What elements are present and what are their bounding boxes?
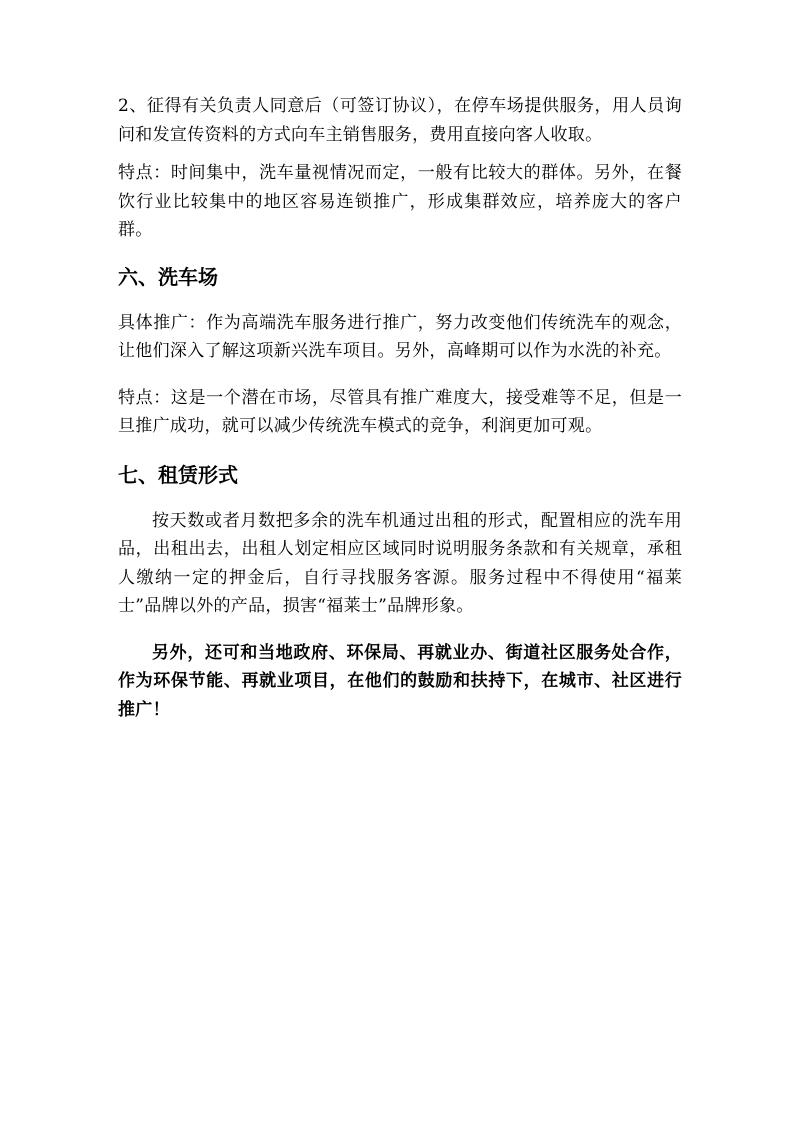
section-heading-car-wash: 六、洗车场 [118,264,218,289]
paragraph-leasing-details: 按天数或者月数把多余的洗车机通过出租的形式，配置相应的洗车用品，出租出去，出租人划定相应区域同时说明服务条款和有关规章，承租人缴纳一定的押金后，自行寻找服务客源。服务过程中不得使用“福莱士”品牌以外的产品，损害“福莱士”品牌形象。 [118,510,682,616]
document-body [118,92,682,742]
section-heading-leasing: 七、租赁形式 [118,462,238,487]
paragraph-government-cooperation: 另外，还可和当地政府、环保局、再就业办、街道社区服务处合作，作为环保节能、再就业项目，在他们的鼓励和扶持下，在城市、社区进行推广！ [118,642,682,720]
paragraph-parking-service: 2、征得有关负责人同意后（可签订协议），在停车场提供服务，用人员询问和发宣传资料的方式向车主销售服务，费用直接向客人收取。 [118,96,682,145]
paragraph-car-wash-promotion: 具体推广：作为高端洗车服务进行推广，努力改变他们传统洗车的观念，让他们深入了解这项新兴洗车项目。另外，高峰期可以作为水洗的补充。 [118,312,682,361]
paragraph-parking-features: 特点：时间集中，洗车量视情况而定，一般有比较大的群体。另外，在餐饮行业比较集中的地区容易连锁推广，形成集群效应，培养庞大的客户群。 [118,163,682,240]
paragraph-car-wash-features: 特点：这是一个潜在市场，尽管具有推广难度大，接受难等不足，但是一旦推广成功，就可以减少传统洗车模式的竞争，利润更加可观。 [118,387,682,436]
